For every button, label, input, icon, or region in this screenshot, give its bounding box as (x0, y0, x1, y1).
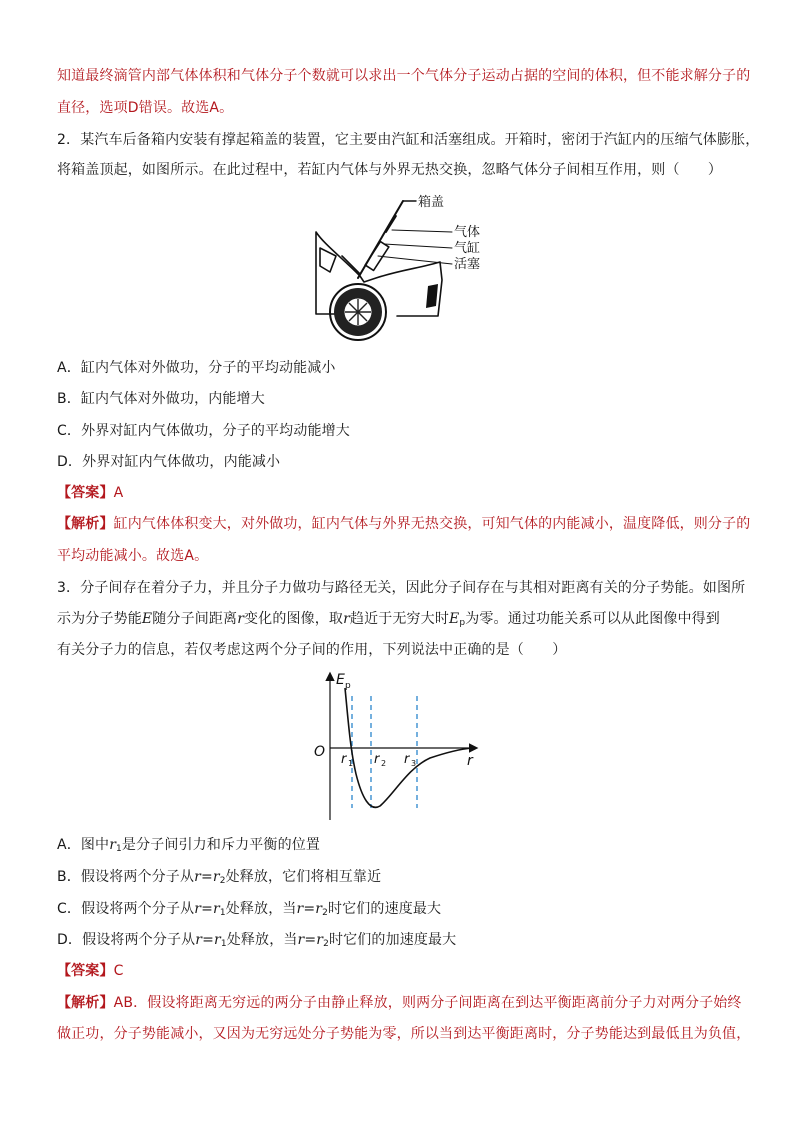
text-segment: B．假设将两个分子从 (57, 869, 195, 885)
subscript: p (459, 618, 466, 628)
question-2-stem-line-1: 2．某汽车后备箱内安装有撑起箱盖的装置，它主要由汽缸和活塞组成。开箱时，密闭于汽缸内的压缩气体膨胀， (57, 132, 760, 148)
y-axis-label: E (336, 672, 345, 688)
symbol-r: r (194, 901, 202, 917)
tick-label-r3-sub: 3 (411, 759, 417, 768)
tick-label-r1-sub: 1 (348, 759, 354, 768)
question-2-stem-line-2: 将箱盖顶起，如图所示。在此过程中，若缸内气体与外界无热交换，忽略气体分子间相互作用，则（ ） (57, 162, 723, 178)
question-3-stem-line-3: 有关分子力的信息，若仅考虑这两个分子间的作用，下列说法中正确的是（ ） (57, 642, 567, 658)
car-rear-window (342, 256, 360, 274)
text-segment: 变化的图像，取 (244, 611, 344, 627)
symbol-r: r (297, 932, 305, 948)
question-3-answer (57, 961, 747, 981)
symbol-r: r (194, 869, 201, 885)
answer-tag: 【答案】 (57, 485, 114, 501)
symbol-r: r (214, 932, 221, 948)
equals-sign: = (202, 932, 215, 948)
text-segment: 处释放，当 (225, 901, 297, 917)
tick-label-r2: r (374, 752, 380, 767)
explanation-tag: 【解析】 (57, 516, 114, 532)
symbol-E: E (141, 611, 153, 627)
text-segment: 处释放，它们将相互靠近 (225, 869, 382, 885)
car-trunk-figure (300, 186, 500, 348)
equals-sign: = (200, 869, 213, 885)
question-3-explanation-line-2: 做正功，分子势能减小，又因为无穷远处分子势能为零，所以当到达平衡距离时，分子势能达到最低且为负值， (57, 1026, 751, 1042)
explanation-text: 缸内气体体积变大，对外做功，缸内气体与外界无热交换，可知气体的内能减小，温度降低，则分子的 (113, 516, 751, 532)
text-segment: C．假设将两个分子从 (57, 901, 195, 917)
text-segment: 时它们的速度最大 (327, 901, 442, 917)
text-segment: D．假设将两个分子从 (57, 932, 196, 948)
symbol-r: r (109, 837, 117, 853)
text-segment: 为零。通过功能关系可以从此图像中得到 (465, 611, 720, 627)
text-segment: 示为分子势能 (57, 611, 142, 627)
symbol-r: r (213, 901, 220, 917)
question-2-explanation-line-2: 平均动能减小。故选A。 (57, 548, 209, 564)
question-3-stem-line-2 (57, 609, 747, 633)
leader-gas (392, 230, 452, 232)
symbol-r: r (315, 901, 323, 917)
label-gas: 气体 (454, 225, 481, 240)
question-3-stem-line-1: 3．分子间存在着分子力，并且分子力做功与路径无关，因此分子间存在与其相对距离有关的分子势能。如图所 (57, 580, 746, 596)
question-2-option-d: D．外界对缸内气体做功，内能减小 (57, 454, 281, 470)
answer-value: A (113, 485, 124, 501)
leader-piston (378, 256, 452, 264)
symbol-r: r (316, 932, 324, 948)
subscript: 1 (116, 844, 122, 854)
subscript: 2 (219, 876, 226, 886)
answer-tag: 【答案】 (57, 963, 114, 979)
answer-value: C (113, 963, 124, 979)
origin-label: O (314, 744, 326, 760)
symbol-r: r (212, 869, 220, 885)
label-trunk-lid: 箱盖 (418, 195, 445, 210)
question-3-explanation-line-1 (57, 993, 747, 1013)
symbol-r: r (237, 611, 245, 627)
tick-label-r1: r (341, 752, 347, 767)
question-2-option-c: C．外界对缸内气体做功，分子的平均动能增大 (57, 423, 350, 439)
question-3-option-b (57, 867, 747, 891)
explanation-tag: 【解析】 (57, 995, 114, 1011)
trunk-lid (358, 201, 403, 278)
prev-explanation-line-2: 直径，选项D错误。故选A。 (57, 100, 234, 116)
x-axis-label: r (467, 753, 473, 769)
text-segment: 处释放，当 (226, 932, 298, 948)
text-segment: 是分子间引力和斥力平衡的位置 (121, 837, 321, 853)
potential-energy-graph (310, 668, 490, 824)
equals-sign: = (304, 932, 317, 948)
label-piston: 活塞 (454, 257, 481, 272)
subscript: 1 (220, 939, 227, 949)
text-segment: 随分子间距离 (152, 611, 238, 627)
equals-sign: = (303, 901, 316, 917)
question-2-answer (57, 483, 747, 503)
leader-cylinder (384, 244, 452, 248)
text-segment: 时它们的加速度最大 (328, 932, 457, 948)
subscript: 1 (219, 908, 226, 918)
prev-explanation-line-1: 知道最终滴管内部气体体积和气体分子个数就可以求出一个气体分子运动占据的空间的体积，但不能求解分子的 (57, 68, 751, 84)
text-segment: A．图中 (57, 837, 110, 853)
symbol-r: r (195, 932, 203, 948)
question-2-option-a: A．缸内气体对外做功，分子的平均动能减小 (57, 360, 336, 376)
subscript: 2 (323, 939, 329, 949)
equals-sign: = (201, 901, 214, 917)
tick-label-r3: r (404, 752, 410, 767)
text-segment: 趋近于无穷大时 (349, 611, 449, 627)
tail-light (426, 284, 438, 308)
question-3-option-c (57, 899, 747, 923)
symbol-Ep: E (449, 611, 460, 627)
label-cylinder: 气缸 (454, 241, 481, 256)
symbol-r: r (296, 901, 304, 917)
tick-label-r2-sub: 2 (381, 759, 387, 768)
gas-cylinder (365, 242, 389, 271)
question-2-explanation-line-1 (57, 514, 751, 534)
symbol-r: r (343, 611, 350, 627)
y-axis-label-subscript: p (345, 681, 351, 691)
question-3-option-a (57, 835, 747, 859)
question-3-option-d (57, 930, 747, 954)
question-2-option-b: B．缸内气体对外做功，内能增大 (57, 391, 265, 407)
explanation-text: AB．假设将距离无穷远的两分子由静止释放，则两分子间距离在到达平衡距离前分子力对两分子始终 (113, 995, 742, 1011)
subscript: 2 (322, 908, 328, 918)
